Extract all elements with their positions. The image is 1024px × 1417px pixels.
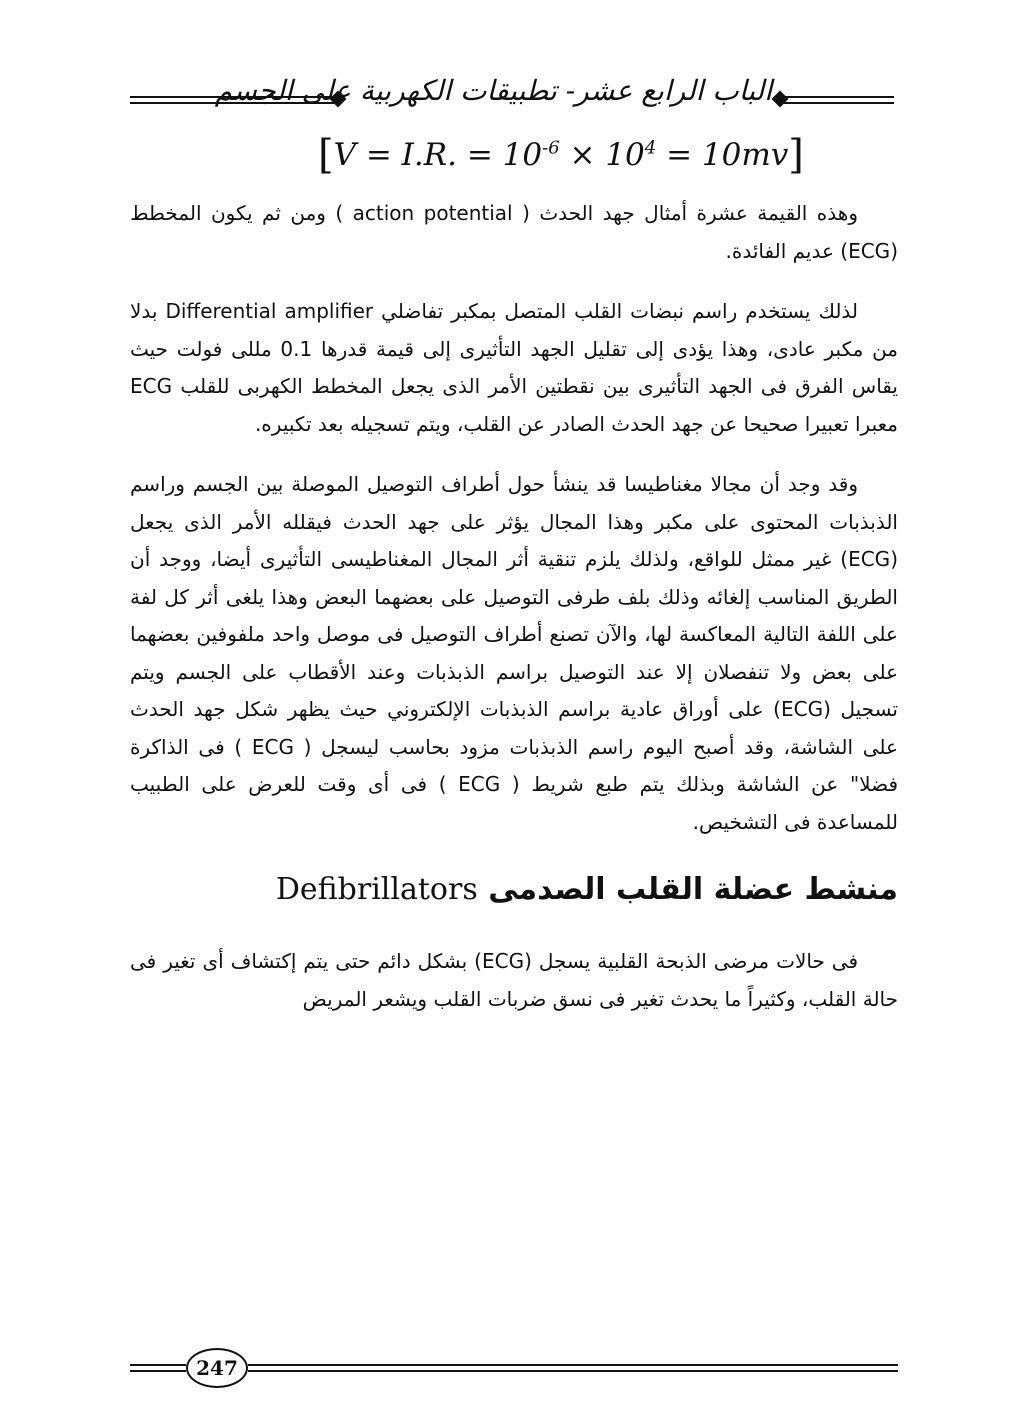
footer-rule-right <box>248 1364 898 1372</box>
formula-lhs: V = I.R. = 10 <box>333 137 543 173</box>
formula-bracket-open: [ <box>318 132 334 178</box>
paragraph-2: لذلك يستخدم راسم نبضات القلب المتصل بمكبر تفاضلي Differential amplifier بدلا من مكبر عادى، وهذا يؤدى إلى تقليل الجهد التأثيرى إلى قيمة قدرها 0.1 مللى فولت حيث يقاس الفرق فى الجهد التأثيرى بين نقطتين الأمر الذى يجعل المخطط الكهربى للقلب ECG معبرا تعبيرا صحيحا عن جهد الحدث الصادر عن القلب، ويتم تسجيله بعد تكبيره. <box>130 299 899 436</box>
page-number: 247 <box>186 1348 248 1388</box>
formula-times: × 10 <box>559 137 645 173</box>
section-title-english: Defibrillators <box>275 872 478 907</box>
page-header <box>130 70 894 118</box>
footer-rule-left <box>130 1364 186 1372</box>
header-rule-right <box>782 96 894 104</box>
formula-bracket-close: ] <box>788 132 804 178</box>
paragraph-1: وهذه القيمة عشرة أمثال جهد الحدث ( action potential ) ومن ثم يكون المخطط (ECG) عديم الفائدة. <box>130 201 898 263</box>
page-footer <box>130 1334 898 1394</box>
section-heading <box>130 865 898 915</box>
page-body <box>130 195 898 1018</box>
chapter-title: الباب الرابع عشر- تطبيقات الكهربية على الجسم <box>214 74 772 107</box>
section-title-arabic: منشط عضلة القلب الصدمى <box>488 872 898 907</box>
formula-result: = 10mv <box>656 137 789 173</box>
paragraph-3: وقد وجد أن مجالا مغناطيسا قد ينشأ حول أطراف التوصيل الموصلة بين الجسم وراسم الذبذبات المحتوى على مكبر وهذا المجال يؤثر على جهد الحدث فيقلله الأمر الذى يجعل (ECG) غير ممثل للواقع، ولذلك يلزم تنقية أثر المجال المغناطيسى التأثيرى أيضا، ووجد أن الطريق المناسب إلغائه وذلك بلف طرفى التوصيل على بعضهما البعض وهذا يلغى أثر كل لفة على اللفة التالية المعاكسة لها، والآن تصنع أطراف التوصيل فى موصل واحد ملفوفين بعضهما على بعض ولا تنفصلان إلا عند التوصيل براسم الذبذبات وعند الأقطاب على الجسم ويتم تسجيل (ECG) على أوراق عادية براسم الذبذبات الإلكتروني حيث يظهر شكل جهد الحدث على الشاشة، وقد أصبح اليوم راسم الذبذبات مزود بحاسب ليسجل ( ECG ) فى الذاكرة فضلا" عن الشاشة وبذلك يتم طبع شريط ( ECG ) فى أى وقت للعرض على الطبيب للمساعدة فى التشخيص. <box>130 472 899 834</box>
section-paragraph: فى حالات مرضى الذبحة القلبية يسجل (ECG) بشكل دائم حتى يتم إكتشاف أى تغير فى حالة القلب، وكثيراً ما يحدث تغير فى نسق ضربات القلب ويشعر المريض <box>130 949 898 1011</box>
formula-exponent-2: 4 <box>644 137 657 159</box>
formula-exponent-1: -6 <box>542 137 560 159</box>
voltage-formula <box>318 132 804 180</box>
